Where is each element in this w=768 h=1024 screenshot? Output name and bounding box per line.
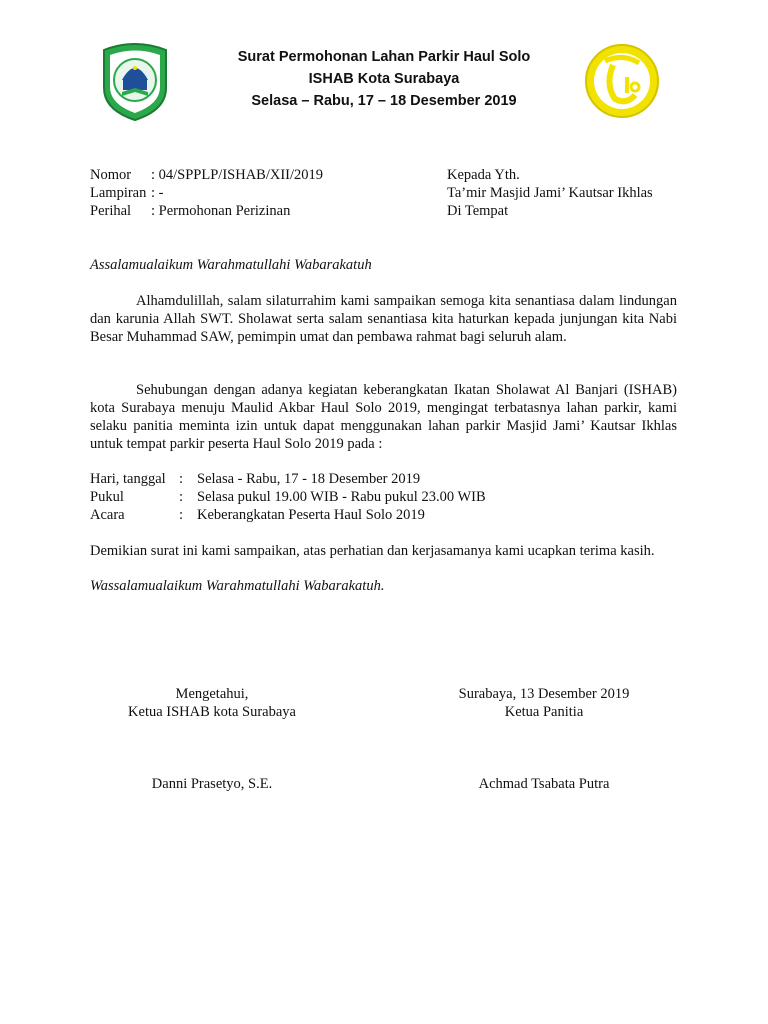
perihal-label: Perihal bbox=[90, 203, 132, 219]
body-paragraph-2-text: Sehubungan dengan adanya kegiatan keberangkatan Ikatan Sholawat Al Banjari (ISHAB) kota Surabaya menuju Maulid Akbar Haul Solo 2019, mengingat terbatasnya lahan parkir, kami selaku panitia meminta izin untuk dapat menggunakan lahan parkir Masjid Jami’ Kautsar Ikhlas untuk tempat parkir peserta Haul Solo 2019 pada : bbox=[90, 382, 677, 452]
recipient-line-3: Di Tempat bbox=[447, 203, 509, 219]
nomor-value: : 04/SPPLP/ISHAB/XII/2019 bbox=[151, 167, 324, 183]
farewell: Wassalamualaikum Warahmatullahi Wabarakatuh. bbox=[90, 578, 385, 594]
detail-label: Acara bbox=[90, 507, 125, 523]
nomor-label: Nomor bbox=[90, 167, 132, 183]
signature-right-line-2: Ketua Panitia bbox=[504, 704, 584, 720]
header-title-line-1: Surat Permohonan Lahan Parkir Haul Solo bbox=[237, 49, 531, 65]
signature-right-line-1: Surabaya, 13 Desember 2019 bbox=[458, 686, 630, 702]
detail-separator: : bbox=[179, 471, 184, 487]
recipient-line-1: Kepada Yth. bbox=[447, 167, 520, 183]
detail-separator: : bbox=[179, 489, 184, 505]
signature-left-name: Danni Prasetyo, S.E. bbox=[151, 776, 273, 792]
signature-left-line-1: Mengetahui, bbox=[175, 686, 249, 702]
signature-right-name: Achmad Tsabata Putra bbox=[478, 776, 610, 792]
perihal-value: : Permohonan Perizinan bbox=[151, 203, 291, 219]
recipient-line-2: Ta’mir Masjid Jami’ Kautsar Ikhlas bbox=[447, 185, 653, 201]
detail-label: Hari, tanggal bbox=[90, 471, 166, 487]
detail-value: Selasa pukul 19.00 WIB - Rabu pukul 23.00 WIB bbox=[197, 489, 486, 505]
greeting: Assalamualaikum Warahmatullahi Wabarakatuh bbox=[90, 257, 372, 273]
header-title-line-3: Selasa – Rabu, 17 – 18 Desember 2019 bbox=[251, 93, 517, 109]
body-paragraph-1 bbox=[90, 292, 677, 346]
body-paragraph-2 bbox=[90, 381, 677, 453]
lampiran-label: Lampiran bbox=[90, 185, 147, 201]
detail-label: Pukul bbox=[90, 489, 124, 505]
detail-separator: : bbox=[179, 507, 184, 523]
body-paragraph-1-text: Alhamdulillah, salam silaturrahim kami sampaikan semoga kita senantiasa dalam lindungan dan karunia Allah SWT. Sholawat serta salam senantiasa kita haturkan kepada junjungan kita Nabi Besar Muhammad SAW, pemimpin umat dan pembawa rahmat bagi seluruh alam. bbox=[90, 293, 677, 345]
lampiran-value: : - bbox=[151, 185, 164, 201]
signature-left-line-2: Ketua ISHAB kota Surabaya bbox=[128, 704, 296, 720]
closing-sentence: Demikian surat ini kami sampaikan, atas perhatian dan kerjasamanya kami ucapkan terima kasih. bbox=[90, 543, 655, 559]
header-title-line-2: ISHAB Kota Surabaya bbox=[308, 71, 460, 87]
detail-value: Selasa - Rabu, 17 - 18 Desember 2019 bbox=[197, 471, 421, 487]
detail-value: Keberangkatan Peserta Haul Solo 2019 bbox=[197, 507, 425, 523]
